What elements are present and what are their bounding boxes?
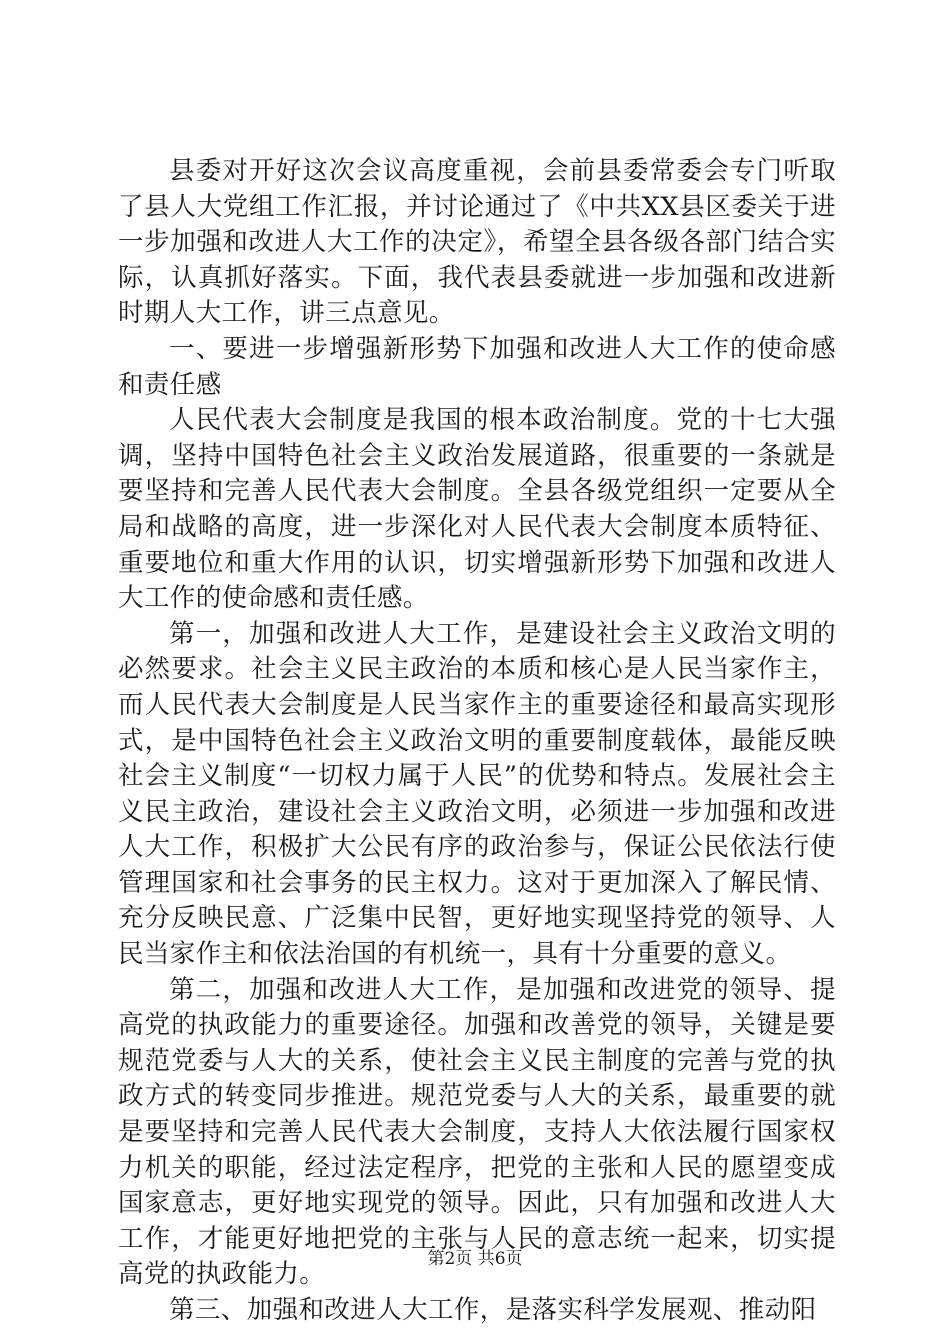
paragraph-second-point: 第二，加强和改进人大工作，是加强和改进党的领导、提高党的执政能力的重要途径。加强和改善党的领导，关键是要规范党委与人大的关系，使社会主义民主制度的完善与党的执政方式的转变同步推进。规范党委与人大的关系，最重要的就是要坚持和完善人民代表大会制度，支持人大依法履行国家权力机关的职能，经过法定程序，把党的主张和人民的愿望变成国家意志，更好地实现党的领导。因此，只有加强和改进人大工作，才能更好地把党的主张与人民的意志统一起来，切实提高党的执政能力。: [118, 974, 836, 1290]
paragraph-intro: 县委对开好这次会议高度重视，会前县委常委会专门听取了县人大党组工作汇报，并讨论通过了《中共XX县区委关于进一步加强和改进人大工作的决定》，希望全县各级各部门结合实际，认真抓好落实。下面，我代表县委就进一步加强和改进新时期人大工作，讲三点意见。: [118, 156, 836, 329]
paragraph-third-point: 第三、加强和改进人大工作，是落实科学发展观、推动阳: [169, 1295, 817, 1325]
section-heading-one: 一、要进一步增强新形势下加强和改进人大工作的使命感和责任感: [118, 333, 836, 400]
paragraph-first-point: 第一，加强和改进人大工作，是建设社会主义政治文明的必然要求。社会主义民主政治的本质和核心是人民当家作主，而人民代表大会制度是人民当家作主的重要途径和最高实现形式，是中国特色社会主义政治文明的重要制度载体，最能反映社会主义制度“一切权力属于人民”的优势和特点。发展社会主义民主政治，建设社会主义政治文明，必须进一步加强和改进人大工作，积极扩大公民有序的政治参与，保证公民依法行使管理国家和社会事务的民主权力。这对于更加深入了解民情、充分反映民意、广泛集中民智，更好地实现坚持党的领导、人民当家作主和依法治国的有机统一，具有十分重要的意义。: [118, 618, 836, 970]
paragraph-system: 人民代表大会制度是我国的根本政治制度。党的十七大强调，坚持中国特色社会主义政治发展道路，很重要的一条就是要坚持和完善人民代表大会制度。全县各级党组织一定要从全局和战略的高度，进一步深化对人民代表大会制度本质特征、重要地位和重大作用的认识，切实增强新形势下加强和改进人大工作的使命感和责任感。: [118, 405, 836, 614]
document-body: [118, 154, 836, 1329]
page-number-footer: 第2页 共6页: [427, 1249, 523, 1269]
